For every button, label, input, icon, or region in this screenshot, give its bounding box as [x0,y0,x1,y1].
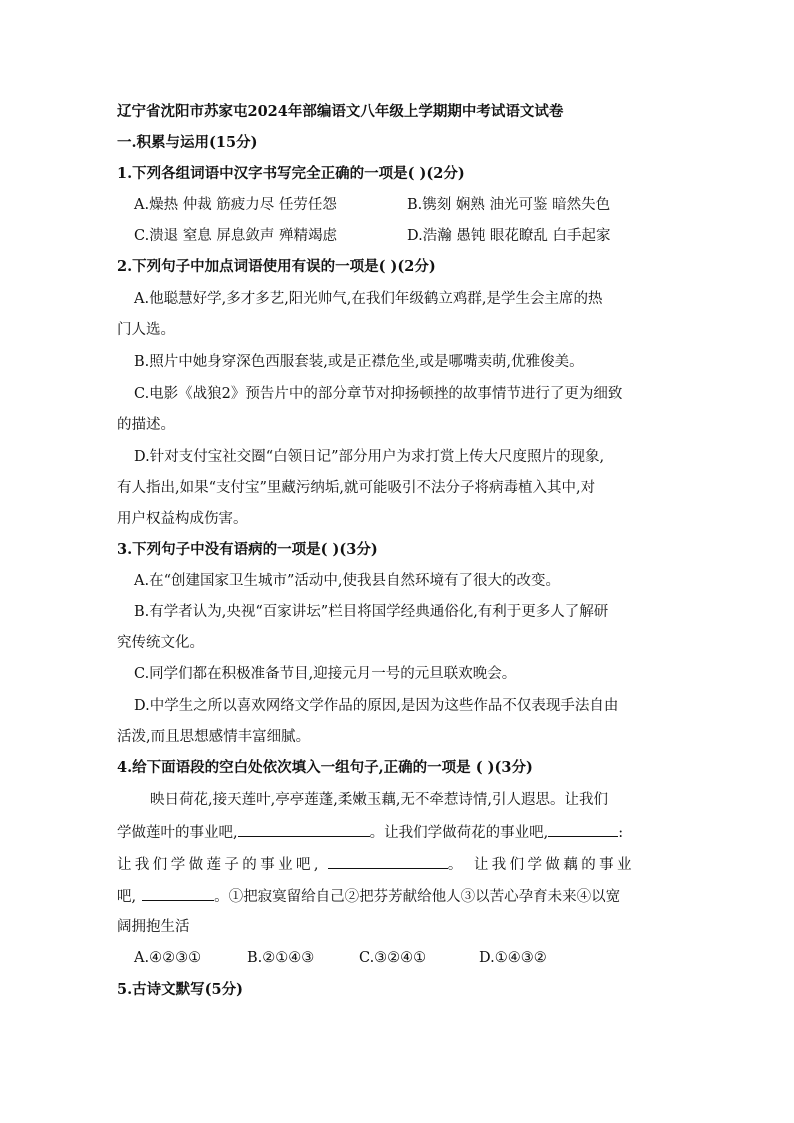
question-3-option-b-cont: 究传统文化。 [117,635,204,651]
question-2-option-c-cont: 的描述。 [117,417,175,433]
question-5-stem: 5.古诗文默写(5分) [117,981,243,998]
question-3-option-a: A.在“创建国家卫生城市”活动中,使我县自然环境有了很大的改变。 [134,573,561,589]
passage-text: 。①把寂寞留给自己②把芬芳献给他人③以苦心孕育未来④以宽 [214,889,621,905]
answer-blank-3 [328,854,448,869]
passage-text: 。 让我们学做藕的事业 [447,857,635,873]
answer-blank-2 [548,822,618,837]
answer-blank-4 [142,886,214,901]
passage-text: : [618,825,624,841]
question-4-option-c: C.③②④① [359,950,427,966]
question-4-passage-line-4 [117,886,620,907]
answer-blank-1 [238,822,370,837]
question-4-passage-line-2 [117,822,623,843]
question-2-option-d: D.针对支付宝社交圈“白领日记”部分用户为求打赏上传大尺度照片的现象, [134,449,605,465]
question-2-option-d-cont: 有人指出,如果“支付宝”里藏污纳垢,就可能吸引不法分子将病毒植入其中,对 [117,480,596,496]
question-2-option-a: A.他聪慧好学,多才多艺,阳光帅气,在我们年级鹤立鸡群,是学生会主席的热 [134,291,603,307]
passage-text: 。让我们学做荷花的事业吧, [369,825,549,841]
question-2-option-d-cont2: 用户权益构成伤害。 [117,511,248,527]
passage-text: 让我们学做莲子的事业吧, [117,857,322,873]
question-4-passage-line-1: 映日荷花,接天莲叶,亭亭莲蓬,柔嫩玉藕,无不牵惹诗情,引人遐思。让我们 [150,792,609,808]
question-2-option-b: B.照片中她身穿深色西服套装,或是正襟危坐,或是哪嘴卖萌,优雅俊美。 [134,354,584,370]
question-3-option-d-cont: 活泼,而且思想感情丰富细腻。 [117,729,311,745]
question-3-option-b: B.有学者认为,央视“百家讲坛”栏目将国学经典通俗化,有利于更多人了解研 [134,604,609,620]
question-4-passage-line-3 [117,854,635,875]
question-4-option-a: A.④②③① [134,950,202,966]
question-1-option-b: B.镌刻 娴熟 油光可鉴 暗然失色 [407,197,611,213]
question-2-stem: 2.下列句子中加点词语使用有误的一项是( )(2分) [117,258,436,275]
question-3-stem: 3.下列句子中没有语病的一项是( )(3分) [117,541,378,558]
question-1-option-a: A.燥热 仲裁 筋疲力尽 任劳任怨 [134,197,337,213]
passage-text: 学做莲叶的事业吧, [117,825,238,841]
question-3-option-d: D.中学生之所以喜欢网络文学作品的原因,是因为这些作品不仅表现手法自由 [134,698,619,714]
passage-text: 吧, [117,889,137,905]
question-4-stem: 4.给下面语段的空白处依次填入一组句子,正确的一项是 ( )(3分) [117,759,533,776]
question-3-option-c: C.同学们都在积极准备节目,迎接元月一号的元旦联欢晚会。 [134,666,517,682]
question-1-option-c: C.溃退 窒息 屏息敛声 殚精竭虑 [134,228,338,244]
question-2-option-a-cont: 门人选。 [117,322,175,338]
document-title: 辽宁省沈阳市苏家屯2024年部编语文八年级上学期期中考试语文试卷 [117,103,564,120]
question-4-passage-line-5: 阔拥抱生活 [117,919,190,935]
question-1-stem: 1.下列各组词语中汉字书写完全正确的一项是( )(2分) [117,165,465,182]
question-1-option-d: D.浩瀚 愚钝 眼花瞭乱 白手起家 [407,228,611,244]
section-heading: 一.积累与运用(15分) [117,134,258,151]
question-4-option-d: D.①④③② [479,950,547,966]
question-4-option-b: B.②①④③ [247,950,315,966]
question-2-option-c: C.电影《战狼2》预告片中的部分章节对抑扬顿挫的故事情节进行了更为细致 [134,386,623,402]
